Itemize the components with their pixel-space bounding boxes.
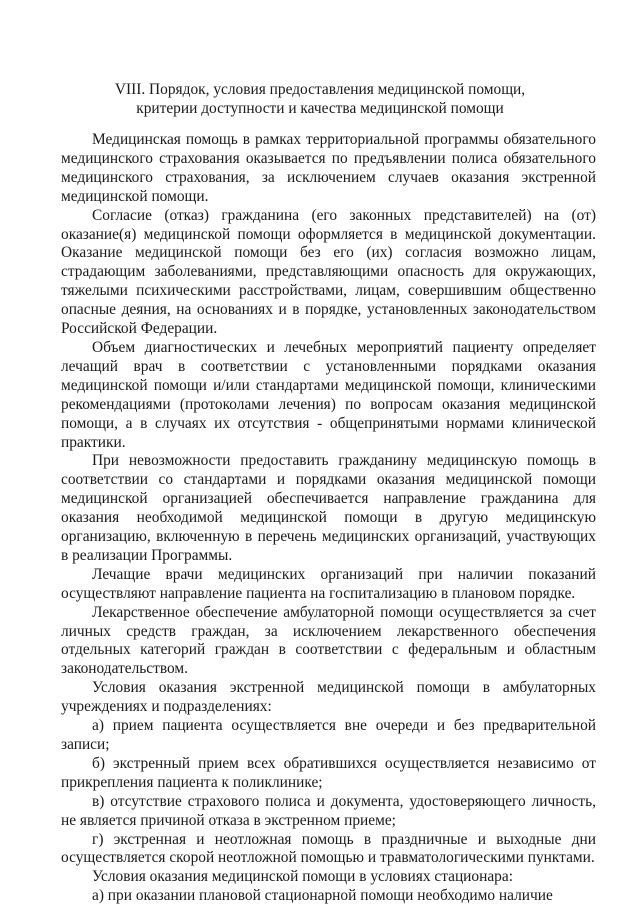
paragraph: При невозможности предоставить гражданину медицинскую помощь в соответствии со стандартами и порядками оказания медицинской помощи медицинской организацией обеспечивается направление гражданина для оказания необходимой медицинской помощи в другую медицинскую организацию, включенную в перечень медицинских организаций, участвующих в реализации Программы. xyxy=(61,452,596,564)
list-item: а) прием пациента осуществляется вне очереди и без предварительной записи; xyxy=(61,717,596,753)
list-item: в) отсутствие страхового полиса и документа, удостоверяющего личность, не является причиной отказа в экстренном приеме; xyxy=(61,792,596,829)
paragraph: Объем диагностических и лечебных мероприятий пациенту определяет лечащий врач в соответствии с установленными порядками оказания медицинской помощи и/или стандартами медицинской помощи, клиническими рекомендациями (протоколами лечения) по вопросам оказания медицинской помощи, а в случаях их отсутствия - общепринятыми нормами клинической практики. xyxy=(61,338,596,451)
paragraph: Лечащие врачи медицинских организаций при наличии показаний осуществляют направление пациента на госпитализацию в плановом порядке. xyxy=(61,565,596,602)
paragraph: Условия оказания экстренной медицинской помощи в амбулаторных учреждениях и подразделениях: xyxy=(61,679,596,716)
paragraph: Лекарственное обеспечение амбулаторной помощи осуществляется за счет личных средств граждан, за исключением лекарственного обеспечения отдельных категорий граждан в соответствии с федеральным и областным законодательством. xyxy=(61,603,596,678)
paragraph: Условия оказания медицинской помощи в условиях стационара: xyxy=(92,868,513,886)
document-body xyxy=(61,131,596,906)
list-item: г) экстренная и неотложная помощь в праздничные и выходные дни осуществляется скорой неотложной помощью и травматологическими пунктами. xyxy=(61,830,596,867)
list-item: а) при оказании плановой стационарной помощи необходимо наличие xyxy=(92,887,553,905)
heading-line-2: критерии доступности и качества медицинской помощи xyxy=(136,100,504,117)
heading-line-1: VIII. Порядок, условия предоставления медицинской помощи, xyxy=(114,81,526,98)
list-item: б) экстренный прием всех обратившихся осуществляется независимо от прикрепления пациента к поликлинике; xyxy=(61,754,596,791)
paragraph: Согласие (отказ) гражданина (его законных представителей) на (от) оказание(я) медицинской помощи оформляется в медицинской документации. Оказание медицинской помощи без его (их) согласия возможно лицам, страдающим заболеваниями, представляющими опасность для окружающих, тяжелыми психическими расстройствами, лицам, совершившим общественно опасные деяния, на основаниях и в порядке, установленных законодательством Российской Федерации. xyxy=(61,206,596,338)
paragraph: Медицинская помощь в рамках территориальной программы обязательного медицинского страхования оказывается по предъявлении полиса обязательного медицинского страхования, за исключением случаев оказания экстренной медицинской помощи. xyxy=(61,131,596,205)
section-heading xyxy=(0,80,640,118)
